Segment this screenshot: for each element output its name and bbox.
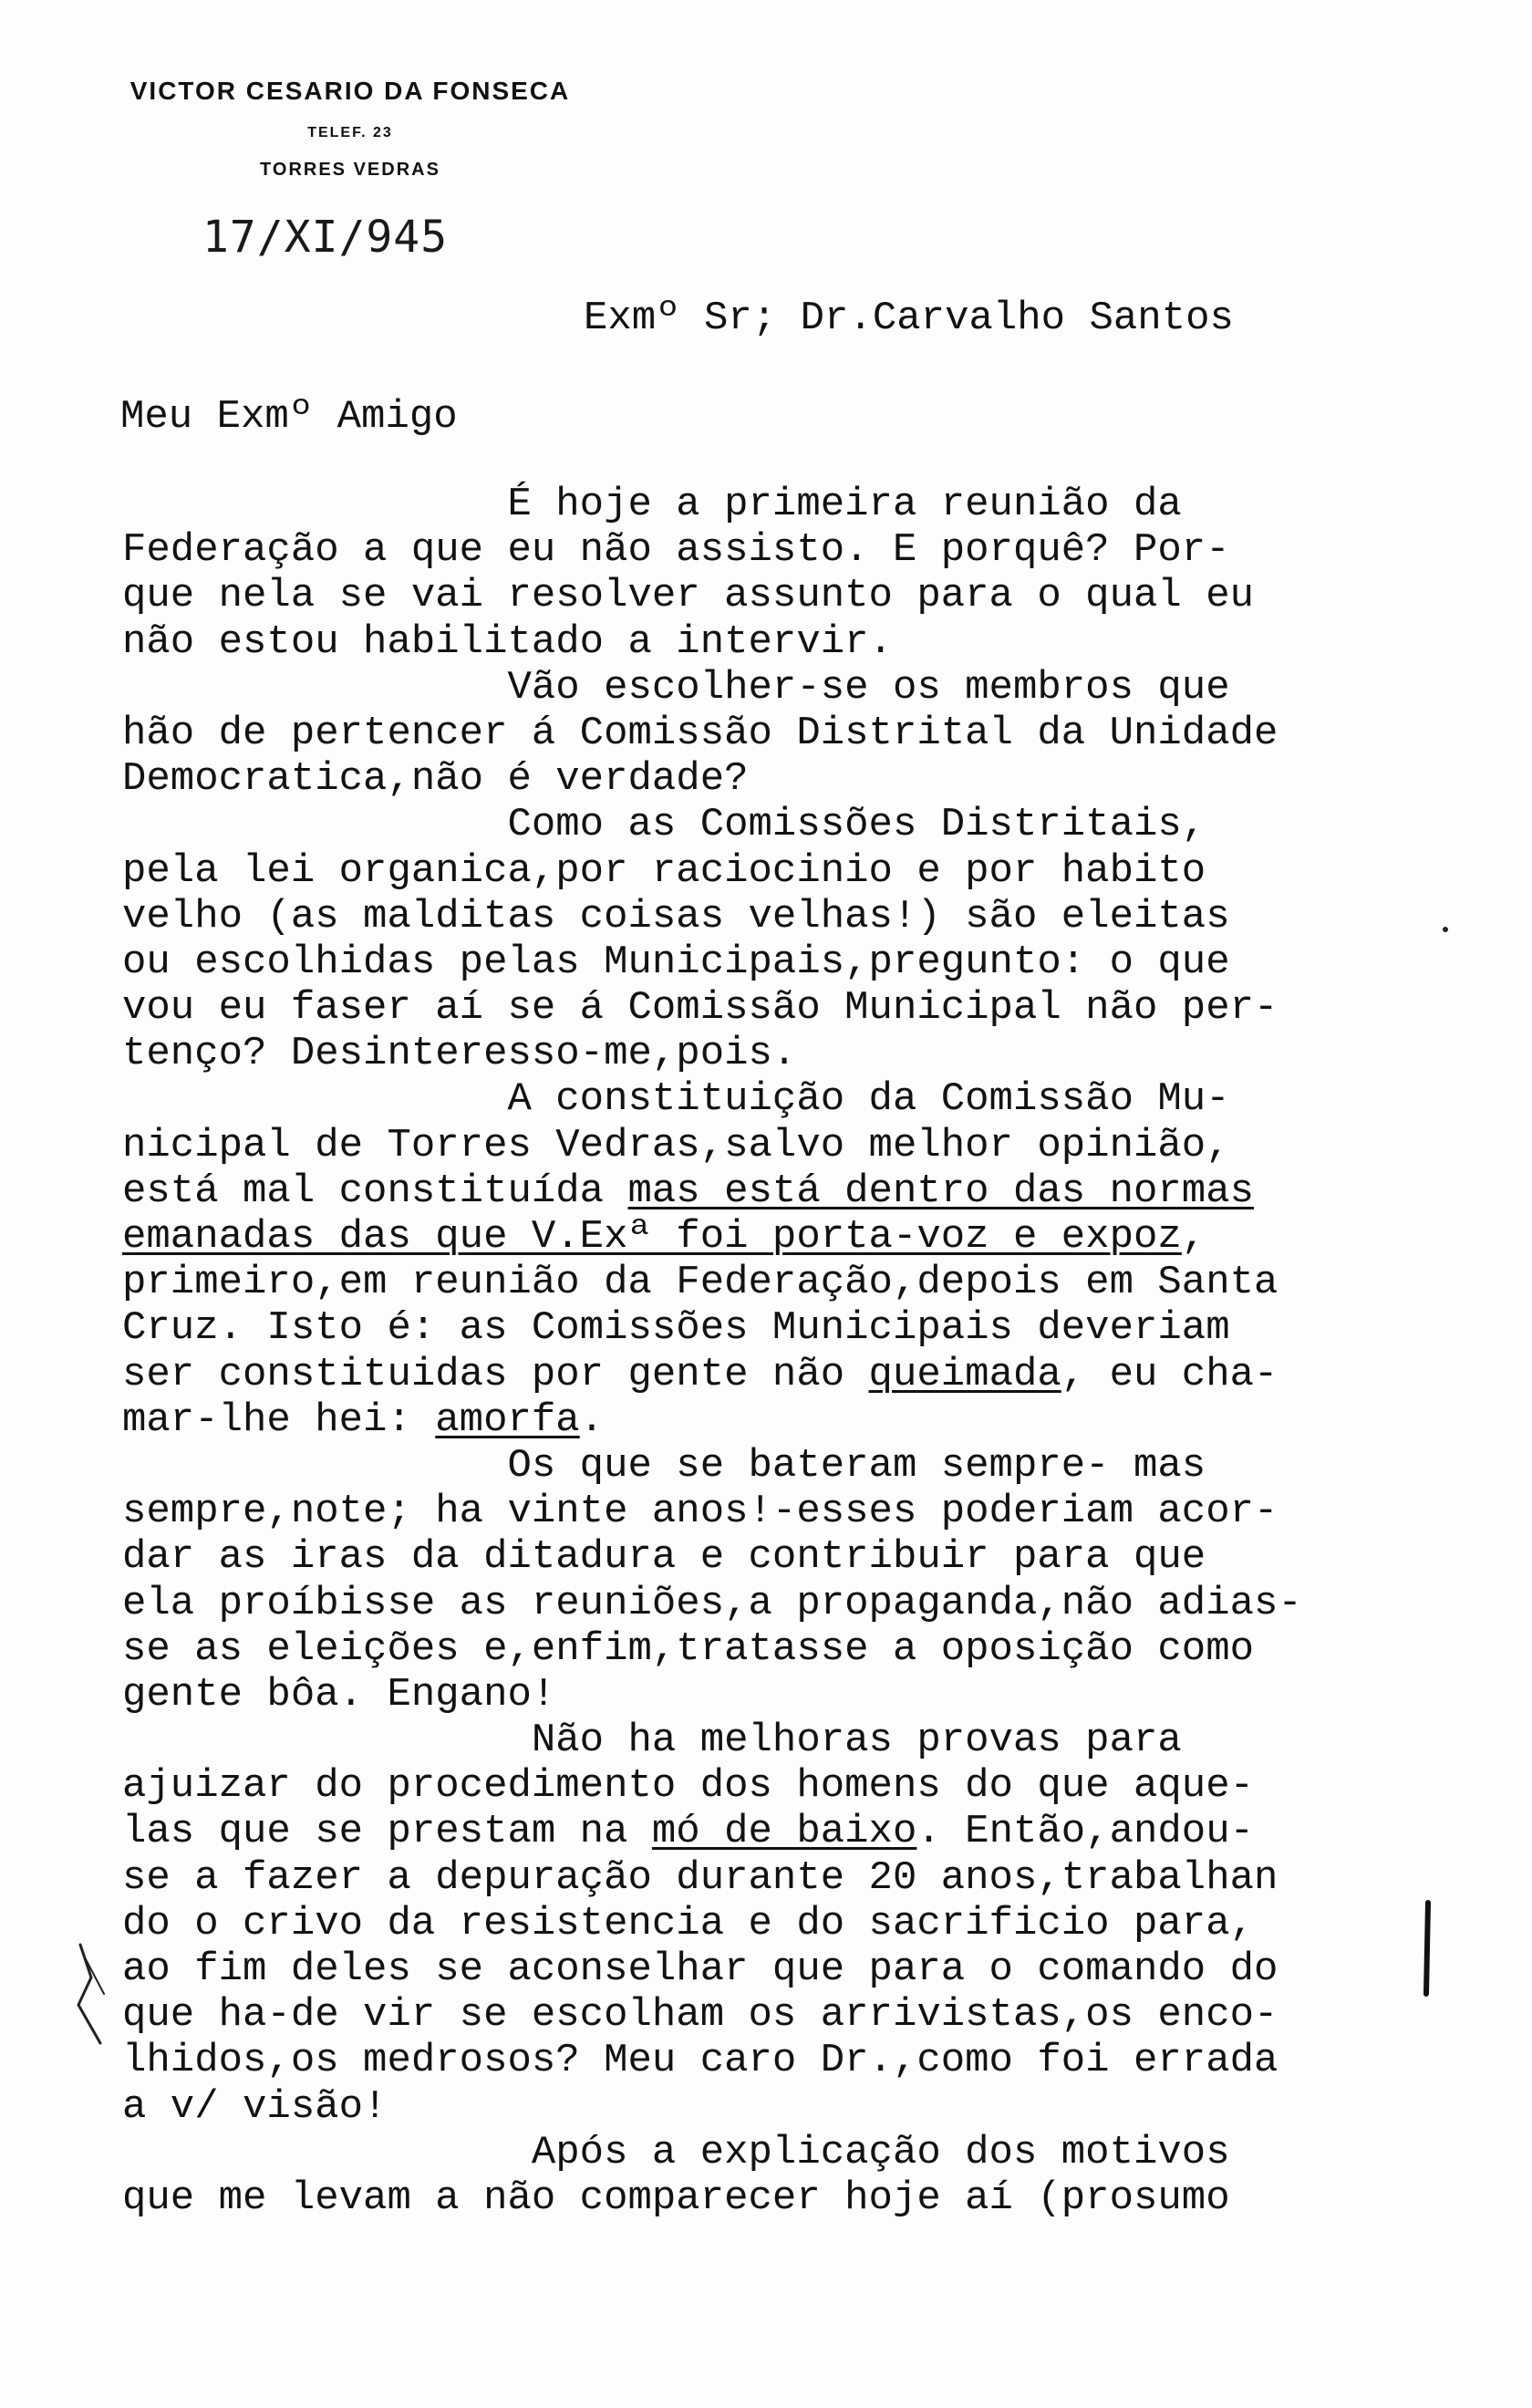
body-text-segment: ajuizar do procedimento dos homens do que aque-: [122, 1763, 1255, 1810]
body-line: [122, 1352, 1444, 1397]
body-line: [122, 985, 1444, 1031]
body-text-segment: se a fazer a depuração durante 20 anos,trabalhan: [122, 1854, 1278, 1901]
body-text-segment: vou eu faser aí se á Comissão Municipal não per-: [122, 985, 1278, 1032]
body-line: [122, 848, 1444, 894]
body-text-segment: que me levam a não comparecer hoje aí (prosumo: [122, 2174, 1230, 2221]
body-line: [122, 1946, 1444, 1992]
body-text-segment: do o crivo da resistencia e do sacrificio para,: [122, 1900, 1255, 1946]
body-line: [122, 619, 1444, 665]
body-text-segment: ao fim deles se aconselhar que para o comando do: [122, 1946, 1278, 1992]
body-text-segment: Após a explicação dos motivos: [122, 2129, 1230, 2175]
body-text-segment: sempre,note; ha vinte anos!-esses poderiam acor-: [122, 1489, 1278, 1535]
body-text-segment: Como as Comissões Distritais,: [122, 802, 1206, 848]
body-line: [122, 482, 1444, 527]
body-line: [122, 1672, 1444, 1718]
body-text-segment: se as eleições e,enfim,tratasse a oposição como: [122, 1625, 1255, 1672]
body-text-segment: dar as iras da ditadura e contribuir para que: [122, 1534, 1206, 1581]
handwritten-margin-stroke: [1415, 1899, 1439, 1999]
body-line: [122, 665, 1444, 711]
letterhead-telephone: TELEF. 23: [307, 125, 393, 140]
body-line: [122, 1397, 1444, 1443]
underlined-text: amorfa: [435, 1396, 580, 1443]
body-line: [122, 1260, 1444, 1305]
body-text-segment: velho (as malditas coisas velhas!) são eleitas: [122, 893, 1230, 939]
letterhead: [77, 75, 624, 186]
letterhead-name: VICTOR CESARIO DA FONSECA: [129, 77, 571, 105]
body-line: [122, 1031, 1444, 1076]
body-text-segment: , eu cha-: [1061, 1351, 1278, 1397]
body-line: [122, 1855, 1444, 1901]
body-text-segment: É hoje a primeira reunião da: [122, 482, 1182, 527]
underlined-text: emanadas das que V.Exª foi porta-voz e expoz: [122, 1214, 1182, 1260]
body-text-segment: ,: [1181, 1214, 1206, 1260]
body-line: [122, 2084, 1444, 2130]
body-text-segment: A constituição da Comissão Mu-: [122, 1076, 1230, 1123]
body-text-segment: Cruz. Isto é: as Comissões Municipais deveriam: [122, 1305, 1230, 1352]
body-line: [122, 1901, 1444, 1946]
body-text-segment: .: [579, 1396, 605, 1443]
body-text-segment: las que se prestam na: [122, 1809, 652, 1855]
underlined-text: mas está dentro das normas: [627, 1168, 1255, 1214]
letterhead-town: TORRES VEDRAS: [260, 160, 440, 180]
body-line: [122, 756, 1444, 802]
body-line: [122, 1763, 1444, 1809]
body-line: [122, 711, 1444, 756]
body-line: [122, 894, 1444, 939]
letter-date: 17/XI/945: [202, 212, 449, 263]
body-text-segment: lhidos,os medrosos? Meu caro Dr.,como foi errada: [122, 2038, 1278, 2084]
addressee: Exmº Sr; Dr.Carvalho Santos: [584, 296, 1234, 341]
body-text-segment: primeiro,em reunião da Federação,depois em Santa: [122, 1260, 1278, 1306]
body-line: [122, 1214, 1444, 1260]
body-line: [122, 939, 1444, 985]
body-line: [122, 1489, 1444, 1534]
body-line: [122, 1076, 1444, 1122]
body-text-segment: tenço? Desinteresso-me,pois.: [122, 1031, 797, 1077]
body-line: [122, 1305, 1444, 1351]
body-line: [122, 1992, 1444, 2038]
body-line: [122, 1809, 1444, 1854]
body-text-segment: nicipal de Torres Vedras,salvo melhor opinião,: [122, 1122, 1230, 1168]
body-line: [122, 573, 1444, 618]
body-text-segment: gente bôa. Engano!: [122, 1671, 556, 1718]
body-line: [122, 1168, 1444, 1214]
body-text-segment: . Então,andou-: [916, 1809, 1255, 1855]
body-text-segment: que ha-de vir se escolham os arrivistas,os enco-: [122, 1992, 1278, 2039]
body-line: [122, 1626, 1444, 1672]
body-line: [122, 802, 1444, 847]
body-line: [122, 1123, 1444, 1168]
body-text-segment: Os que se bateram sempre- mas: [122, 1442, 1206, 1489]
body-text-segment: ela proíbisse as reuniões,a propaganda,não adias-: [122, 1580, 1302, 1626]
letter-body: [122, 482, 1444, 2221]
underlined-text: mó de baixo: [651, 1809, 917, 1855]
body-line: [122, 2130, 1444, 2175]
body-line: [122, 1718, 1444, 1763]
handwritten-margin-mark: [73, 1941, 109, 2050]
ink-spot: [1443, 927, 1448, 932]
body-text-segment: está mal constituída: [122, 1168, 628, 1214]
body-line: [122, 2175, 1444, 2221]
body-text-segment: ou escolhidas pelas Municipais,pregunto: o que: [122, 939, 1230, 985]
salutation: Meu Exmº Amigo: [120, 394, 458, 440]
body-line: [122, 2038, 1444, 2083]
body-line: [122, 1581, 1444, 1626]
body-text-segment: pela lei organica,por raciocinio e por habito: [122, 847, 1206, 894]
body-text-segment: hão de pertencer á Comissão Distrital da Unidade: [122, 710, 1278, 756]
body-text-segment: Não ha melhoras provas para: [122, 1718, 1182, 1764]
body-text-segment: que nela se vai resolver assunto para o qual eu: [122, 573, 1255, 619]
body-text-segment: Federação a que eu não assisto. E porquê? Por-: [122, 527, 1230, 574]
body-text-segment: Vão escolher-se os membros que: [122, 664, 1230, 711]
body-text-segment: não estou habilitado a intervir.: [122, 618, 893, 665]
body-line: [122, 1443, 1444, 1489]
body-text-segment: ser constituidas por gente não: [122, 1351, 869, 1397]
body-text-segment: mar-lhe hei:: [122, 1396, 436, 1443]
body-text-segment: Democratica,não é verdade?: [122, 756, 749, 803]
body-line: [122, 527, 1444, 573]
underlined-text: queimada: [868, 1351, 1061, 1397]
body-line: [122, 1534, 1444, 1580]
body-text-segment: a v/ visão!: [122, 2083, 388, 2130]
